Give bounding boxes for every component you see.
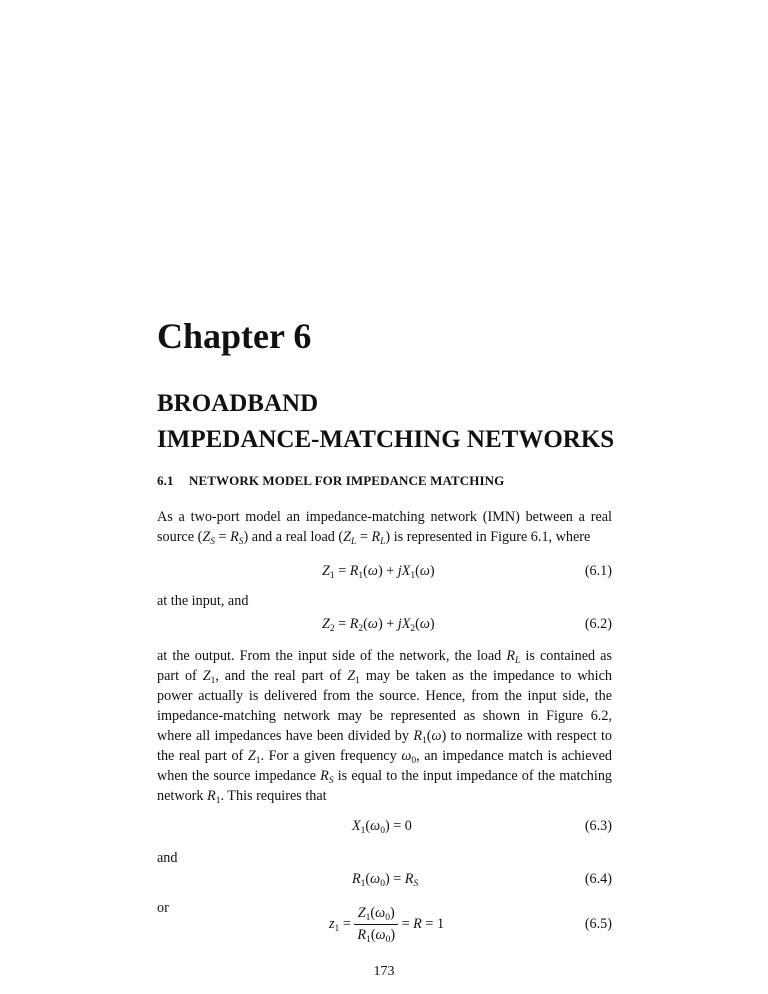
chapter-title-line-1: BROADBAND	[157, 390, 319, 417]
section-heading	[157, 473, 504, 489]
equation-number: (6.4)	[584, 871, 612, 887]
equation-number: (6.1)	[584, 563, 612, 579]
equation-6-2: $Z_2 = R_2(\omega) + jX_2(\omega)$ (6.2)	[322, 616, 612, 634]
equation-number: (6.3)	[584, 818, 612, 834]
chapter-label: Chapter 6	[157, 316, 312, 356]
intro-paragraph: As a two-port model an impedance-matching network (IMN) between a real source $(Z_S = R_S)$ and a real load $(Z_L = R_L)$ is represented in Figure 6.1, where	[157, 509, 612, 547]
output-paragraph: at the output. From the input side of the network, the load $R_L$ is contained as part of $Z_1$, and the real part of $Z_1$ may be taken as the impedance to which power actually is delivered from the source. Hence, from the input side, the impedance-matching network may be represented as shown in Figure 6.2, where all impedances have been divided by $R_1(\omega)$ to normalize with respect to the real part of $Z_1$. For a given frequency $\omega_0$, an impedance match is achieved when the source impedance $R_S$ is equal to the input impedance of the matching network $R_1$. This requires that	[157, 648, 613, 806]
chapter-title	[157, 386, 614, 458]
fraction: $\frac{Z_1(\omega_0)}{R_1(\omega_0)}$	[354, 905, 398, 944]
equation-6-1: $Z_1 = R_1(\omega) + jX_1(\omega)$ (6.1)	[322, 563, 612, 581]
page-number: 173	[373, 964, 395, 979]
equation-number: (6.2)	[584, 616, 612, 632]
text-or: or	[157, 900, 169, 916]
equation-6-3: $X_1(\omega_0) = 0$ (6.3)	[352, 818, 612, 836]
equation-6-5: $z_1$ = $\frac{Z_1(\omega_0)}{R_1(\omega_0)}$ = R = 1 (6.5)	[329, 905, 612, 945]
text-and: and	[157, 850, 178, 866]
chapter-title-line-2: IMPEDANCE-MATCHING NETWORKS	[157, 426, 615, 453]
equation-6-4: $R_1(\omega_0) = R_S$ (6.4)	[352, 871, 612, 889]
section-number: 6.1	[157, 473, 174, 488]
text-at-input: at the input, and	[157, 593, 249, 609]
equation-number: (6.5)	[584, 916, 612, 932]
section-title: NETWORK MODEL FOR IMPEDANCE MATCHING	[189, 473, 505, 488]
